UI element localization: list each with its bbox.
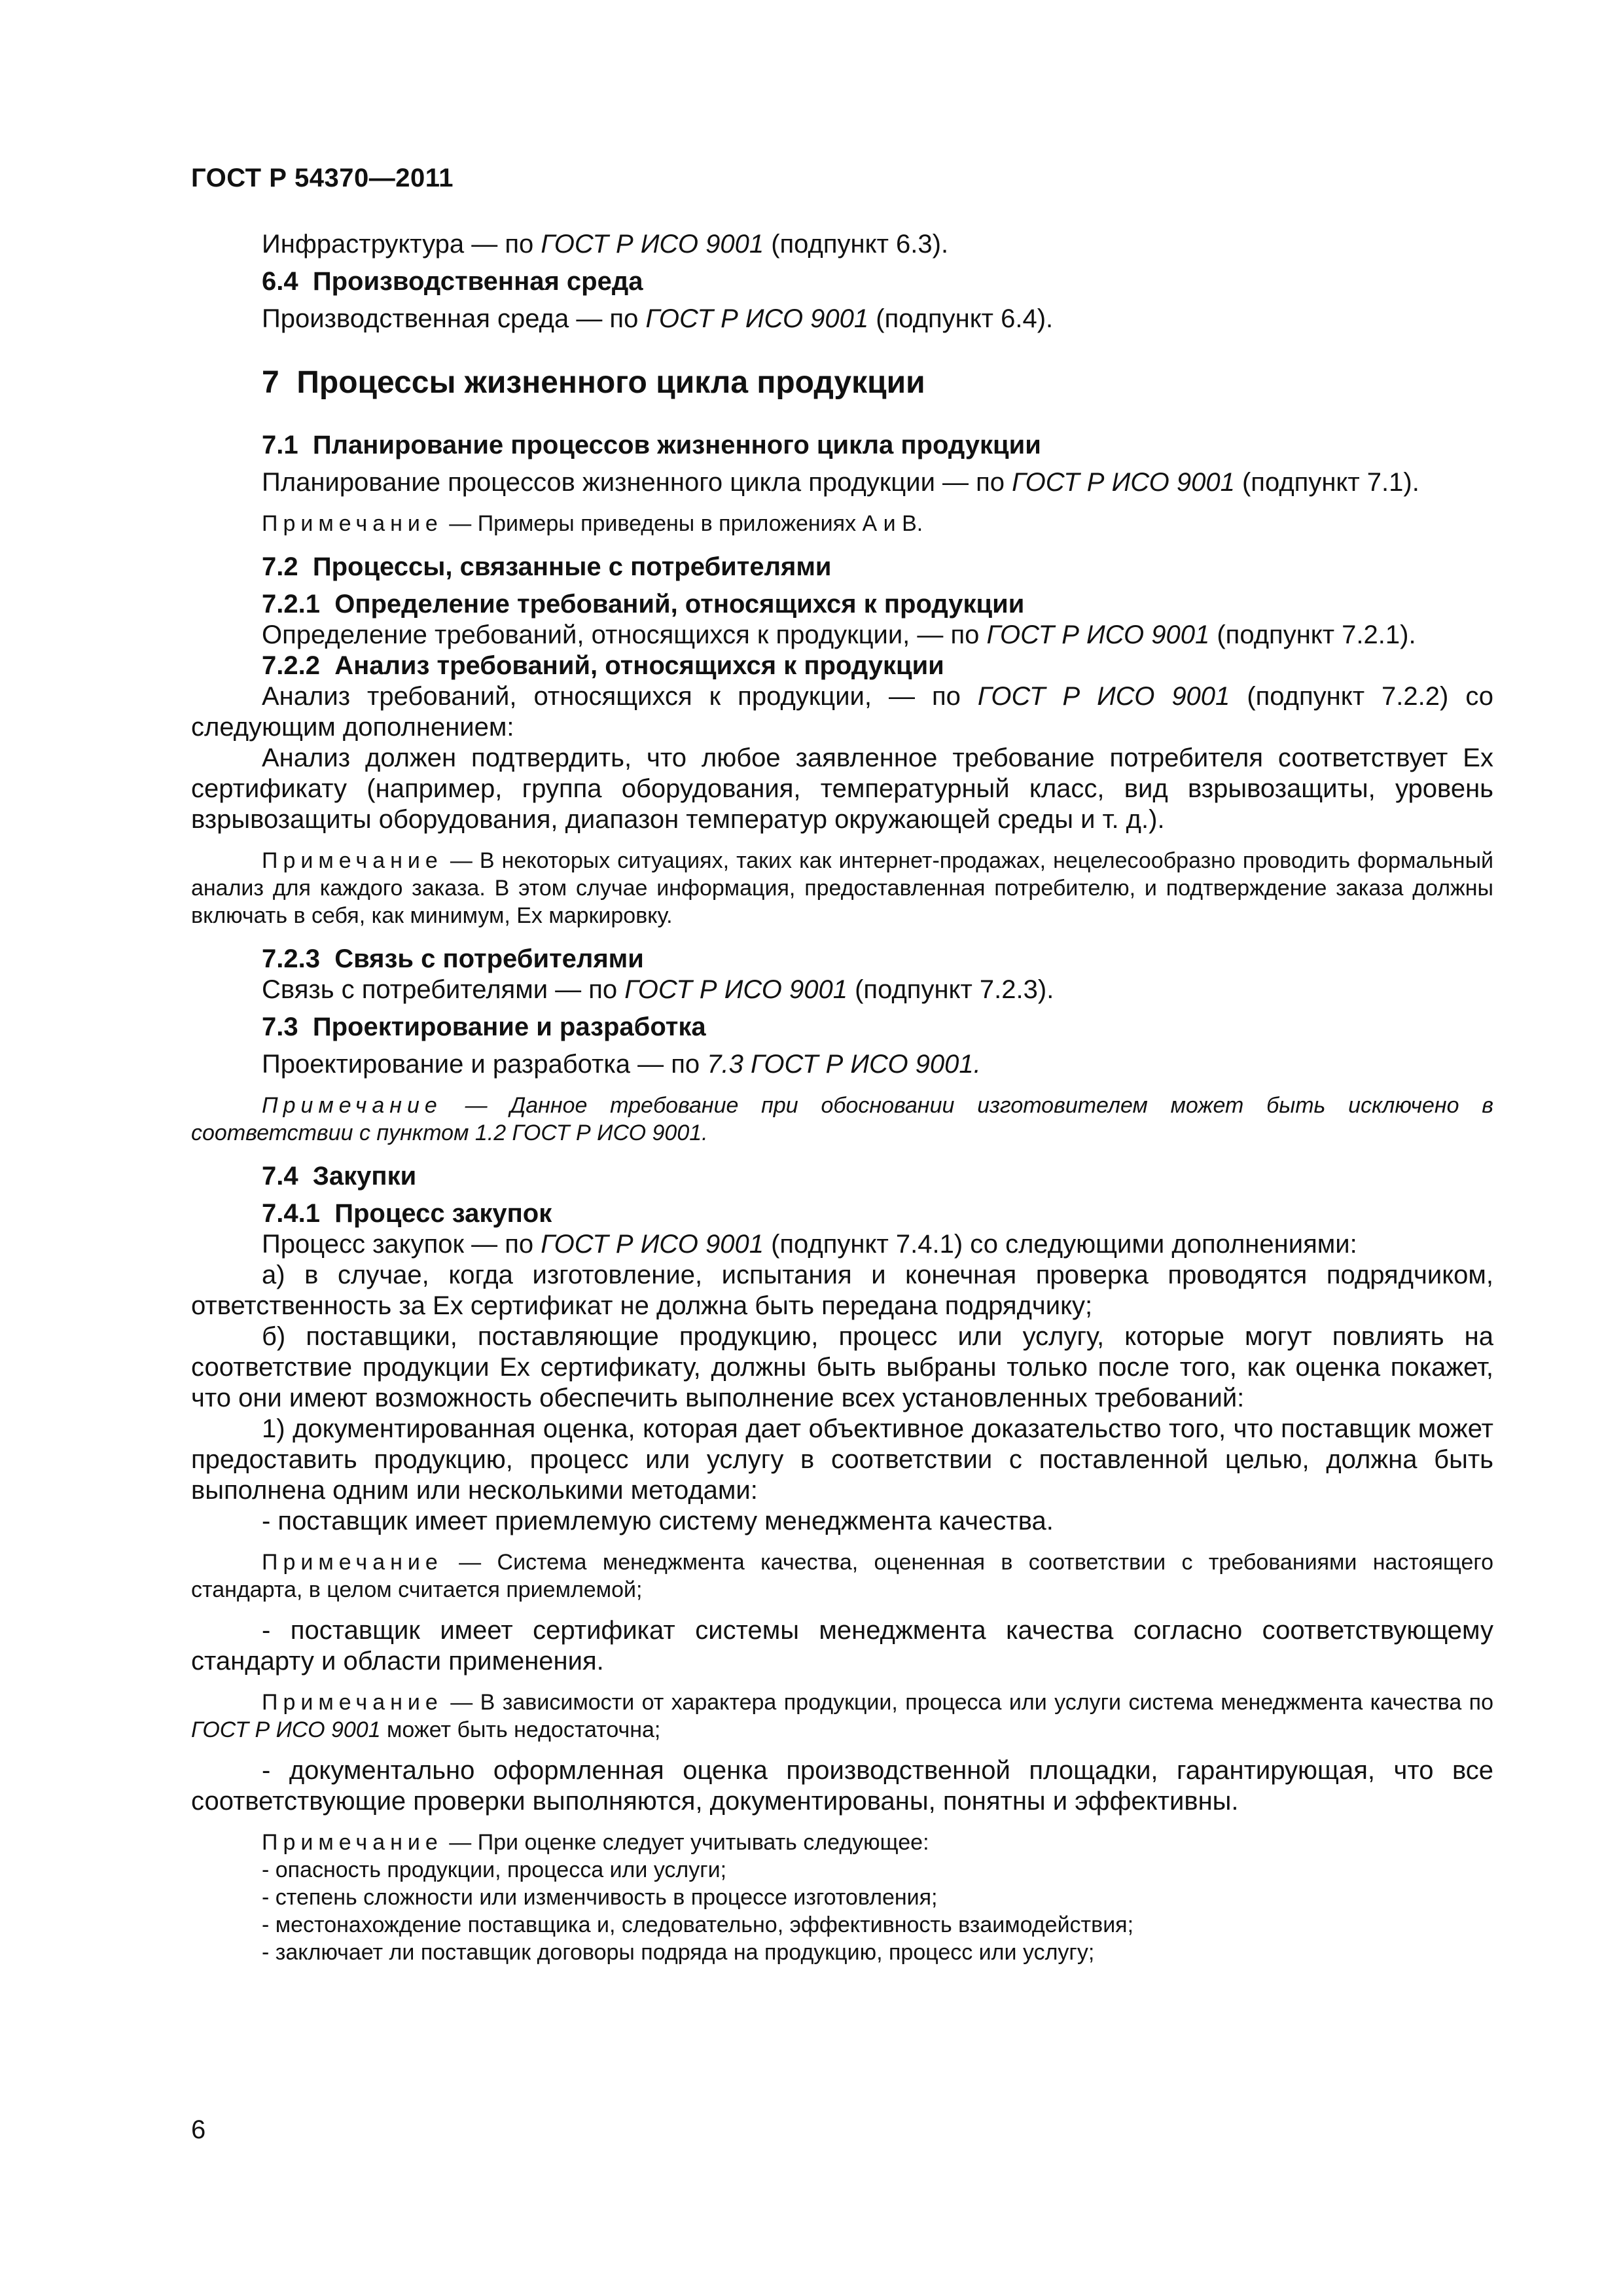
page-content (191, 229, 1493, 1966)
list-item-b: б) поставщики, поставляющие продукцию, процесс или услугу, которые могут повлиять на соответствие продукции Ex сертификату, должны быть выбраны только после того, как оценка покажет, что они имеют возможность обеспечить выполнение всех установленных требований: (191, 1322, 1493, 1412)
text: Определение требований, относящихся к продукции, — по (262, 620, 987, 649)
text: Анализ требований, относящихся к продукции, — по (262, 682, 978, 711)
note-label: Примечание (262, 848, 443, 873)
note-7-3 (191, 1092, 1493, 1147)
section-title: Связь с потребителями (334, 944, 644, 973)
section-number: 6.4 (262, 267, 298, 296)
heading-7-2-3 (191, 944, 1493, 975)
text: (подпункт 7.2.2) со следующим дополнением: (191, 682, 1494, 742)
paragraph-7-3 (191, 1049, 1493, 1080)
text: Планирование процессов жизненного цикла продукции — по (262, 468, 1012, 497)
paragraph-6-3 (191, 229, 1493, 260)
note-label: Примечание (262, 1550, 443, 1575)
reference: 7.3 ГОСТ Р ИСО 9001. (707, 1050, 981, 1079)
heading-7 (191, 365, 1493, 401)
note-list-item: - опасность продукции, процесса или услуги; (262, 1857, 727, 1882)
note-certificate (191, 1689, 1493, 1744)
heading-7-1 (191, 430, 1493, 461)
text: Производственная среда — по (262, 304, 646, 333)
note-text: — Примеры приведены в приложениях А и В. (442, 511, 923, 536)
note-list-item: - степень сложности или изменчивость в процессе изготовления; (262, 1885, 938, 1910)
text: (подпункт 7.2.3). (847, 975, 1054, 1004)
section-title: Процессы жизненного цикла продукции (296, 365, 925, 400)
reference: ГОСТ Р ИСО 9001 (541, 1230, 764, 1259)
reference: ГОСТ Р ИСО 9001 (541, 230, 764, 259)
heading-7-2-2 (191, 651, 1493, 681)
paragraph-6-4 (191, 304, 1493, 334)
text: Связь с потребителями — по (262, 975, 625, 1004)
note-7-2-2 (191, 847, 1493, 929)
note-text: — В некоторых ситуациях, таких как интернет-продажах, нецелесообразно проводить формальный анализ для каждого заказа. В этом случае информация, предоставленная потребителю, и подтверждение заказа должны включать в себя, как минимум, Ex маркировку. (191, 848, 1493, 928)
section-number: 7.3 (262, 1013, 298, 1041)
reference: ГОСТ Р ИСО 9001 (1012, 468, 1235, 497)
section-title: Закупки (312, 1162, 417, 1191)
paragraph-7-4-1 (191, 1229, 1493, 1260)
note-label: Примечание (262, 1093, 442, 1118)
section-number: 7.2.2 (262, 651, 320, 680)
dash-item-3: - документально оформленная оценка производственной площадки, гарантирующая, что все соответствующие проверки выполняются, документированы, понятны и эффективны. (191, 1756, 1493, 1816)
heading-7-4 (191, 1161, 1493, 1192)
note-text: — Система менеджмента качества, оцененная в соответствии с требованиями настоящего стандарта, в целом считается приемлемой; (191, 1550, 1493, 1602)
text: (подпункт 7.1). (1234, 468, 1419, 497)
note-text: — Данное требование при обосновании изготовителем может быть исключено в соответствии с пунктом 1.2 ГОСТ Р ИСО 9001. (191, 1093, 1493, 1145)
section-title: Определение требований, относящихся к продукции (334, 590, 1025, 619)
reference: ГОСТ Р ИСО 9001 (645, 304, 869, 333)
dash-item-1: - поставщик имеет приемлемую систему менеджмента качества. (262, 1507, 1054, 1535)
section-number: 7.4 (262, 1162, 298, 1191)
note-text: может быть недостаточна; (380, 1717, 661, 1742)
note-list-item: - заключает ли поставщик договоры подряда на продукцию, процесс или услугу; (262, 1940, 1095, 1965)
heading-6-4 (191, 266, 1493, 297)
section-number: 7.2 (262, 552, 298, 581)
paragraph-7-2-1 (191, 620, 1493, 651)
heading-7-2-1 (191, 589, 1493, 620)
page-number: 6 (191, 2115, 206, 2144)
note-text: — При оценке следует учитывать следующее: (442, 1830, 929, 1855)
section-title: Процессы, связанные с потребителями (312, 552, 832, 581)
note-quality-system (191, 1549, 1493, 1604)
section-number: 7.1 (262, 431, 298, 459)
reference: ГОСТ Р ИСО 9001 (624, 975, 847, 1004)
section-title: Процесс закупок (334, 1199, 552, 1228)
note-7-1 (191, 510, 1493, 537)
standard-designation: ГОСТ Р 54370—2011 (191, 164, 454, 192)
section-title: Проектирование и разработка (312, 1013, 706, 1041)
dash-item-2: - поставщик имеет сертификат системы менеджмента качества согласно соответствующему стандарту и области применения. (191, 1616, 1493, 1676)
reference: ГОСТ Р ИСО 9001 (986, 620, 1210, 649)
note-label: Примечание (262, 1830, 443, 1855)
text: Процесс закупок — по (262, 1230, 541, 1259)
note-label: Примечание (262, 511, 443, 536)
section-number: 7.2.3 (262, 944, 320, 973)
note-text: — В зависимости от характера продукции, процесса или услуги система менеджмента качества по (442, 1690, 1493, 1715)
section-number: 7.4.1 (262, 1199, 320, 1228)
section-number: 7 (262, 365, 279, 400)
paragraph-7-1 (191, 467, 1493, 498)
reference: ГОСТ Р ИСО 9001 (191, 1717, 381, 1742)
section-number: 7.2.1 (262, 590, 320, 619)
reference: ГОСТ Р ИСО 9001 (977, 682, 1230, 711)
heading-7-2 (191, 552, 1493, 583)
note-label: Примечание (262, 1690, 443, 1715)
text: (подпункт 6.4). (868, 304, 1054, 333)
list-item-1: 1) документированная оценка, которая дает объективное доказательство того, что поставщик может предоставить продукцию, процесс или услугу в соответствии с поставленной целью, должна быть выполнена одним или несколькими методами: (191, 1414, 1493, 1505)
text: (подпункт 6.3). (764, 230, 949, 259)
paragraph-7-2-2 (191, 681, 1493, 743)
list-item-a: а) в случае, когда изготовление, испытания и конечная проверка проводятся подрядчиком, ответственность за Ex сертификат не должна быть передана подрядчику; (191, 1261, 1493, 1320)
paragraph-7-2-3 (191, 975, 1493, 1005)
note-list-item: - местонахождение поставщика и, следовательно, эффективность взаимодействия; (262, 1912, 1134, 1937)
section-title: Планирование процессов жизненного цикла продукции (312, 431, 1041, 459)
text: Инфраструктура — по (262, 230, 541, 259)
section-title: Производственная среда (312, 267, 643, 296)
text: Проектирование и разработка — по (262, 1050, 707, 1079)
section-title: Анализ требований, относящихся к продукции (334, 651, 944, 680)
text: (подпункт 7.4.1) со следующими дополнениями: (763, 1230, 1357, 1259)
text: (подпункт 7.2.1). (1209, 620, 1416, 649)
paragraph-7-2-2-analysis: Анализ должен подтвердить, что любое заявленное требование потребителя соответствует Ex сертификату (например, группа оборудования, температурный класс, вид взрывозащиты, уровень взрывозащиты оборудования, диапазон температур окружающей среды и т. д.). (191, 744, 1493, 834)
note-assessment (191, 1829, 1493, 1966)
heading-7-3 (191, 1012, 1493, 1043)
heading-7-4-1 (191, 1198, 1493, 1229)
note-assessment-intro (191, 1829, 1493, 1856)
